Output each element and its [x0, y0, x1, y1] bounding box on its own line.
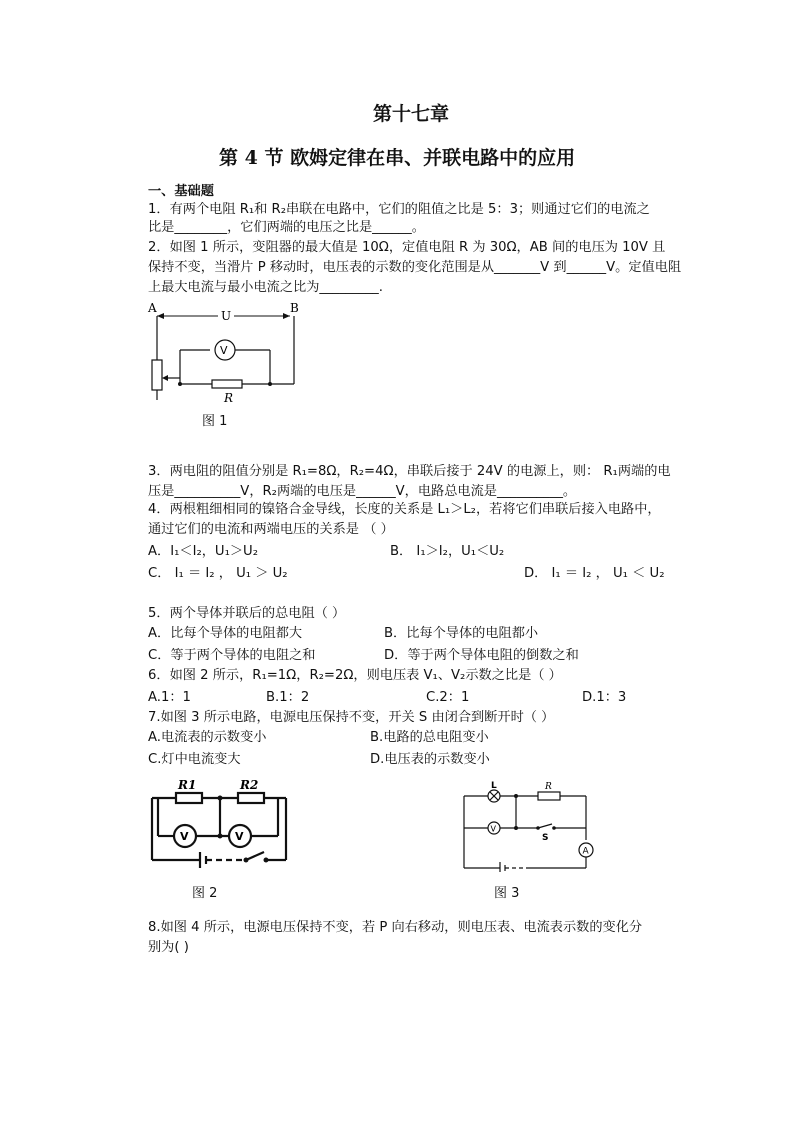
q4-line2: 通过它们的电流和两端电压的关系是 （ ） — [148, 522, 394, 537]
q4-option-c: C． I₁ ＝ I₂ ， U₁ ＞ U₂ — [148, 566, 288, 581]
q3-line1: 3．两电阻的阻值分别是 R₁=8Ω，R₂=4Ω，串联后接于 24V 的电源上，则： R₁两端的电 — [148, 464, 671, 479]
chapter-title: 第十七章 — [373, 103, 450, 125]
q2-line1: 2．如图 1 所示，变阻器的最大值是 10Ω，定值电阻 R 为 30Ω，AB 间的电压为 10V 且 — [148, 240, 666, 255]
q2-line3: 上最大电流与最小电流之比为_________. — [148, 280, 383, 295]
figure-2-caption: 图 2 — [192, 886, 218, 901]
figure-3-caption: 图 3 — [494, 886, 520, 901]
fig3-label-l: L — [491, 781, 497, 791]
fig3-label-r: R — [545, 782, 552, 792]
fig2-resistor-r1 — [176, 793, 202, 803]
q6-option-c: C.2：1 — [426, 690, 470, 705]
fig3-label-a: A — [582, 846, 589, 857]
figure-3-circuit — [458, 780, 598, 872]
q5-option-a: A．比每个导体的电阻都大 — [148, 626, 303, 641]
q7-option-a: A.电流表的示数变小 — [148, 730, 267, 745]
fig3-label-v: V — [490, 824, 496, 834]
q4-line1: 4．两根粗细相同的镍铬合金导线，长度的关系是 L₁＞L₂，若将它们串联后接入电路中， — [148, 502, 661, 517]
q1-line2: 比是________，它们两端的电压之比是______。 — [148, 220, 425, 235]
fig2-resistor-r2 — [238, 793, 264, 803]
q6-option-a: A.1：1 — [148, 690, 191, 705]
section-title: 第 4 节 欧姆定律在串、并联电路中的应用 — [219, 147, 576, 169]
q8-line1: 8.如图 4 所示，电源电压保持不变，若 P 向右移动，则电压表、电流表示数的变化分 — [148, 920, 643, 935]
q2-line2: 保持不变，当滑片 P 移动时，电压表的示数的变化范围是从_______V 到______V。定值电阻 — [148, 260, 682, 275]
fig2-label-v2: V — [235, 830, 244, 843]
fig3-label-s: S — [542, 833, 549, 843]
figure-1-circuit — [140, 300, 310, 410]
q5-option-b: B．比每个导体的电阻都小 — [384, 626, 539, 641]
q5-option-d: D．等于两个导体电阻的倒数之和 — [384, 648, 579, 663]
q4-option-b: B． I₁＞I₂，U₁＜U₂ — [390, 544, 505, 559]
fig3-resistor — [538, 792, 560, 800]
figure-2-circuit — [146, 778, 296, 868]
q6-option-b: B.1：2 — [266, 690, 310, 705]
q1-line1: 1．有两个电阻 R₁和 R₂串联在电路中，它们的阻值之比是 5：3；则通过它们的电流之 — [148, 202, 650, 217]
fig2-label-v1: V — [180, 830, 189, 843]
q7-stem: 7.如图 3 所示电路，电源电压保持不变，开关 S 由闭合到断开时（ ） — [148, 710, 555, 725]
q6-stem: 6．如图 2 所示，R₁=1Ω，R₂=2Ω，则电压表 V₁、V₂示数之比是（ ） — [148, 668, 562, 683]
q7-option-c: C.灯中电流变大 — [148, 752, 241, 767]
fig1-label-a: A — [148, 301, 157, 315]
q7-option-d: D.电压表的示数变小 — [370, 752, 490, 767]
q3-line2: 压是__________V，R₂两端的电压是______V，电路总电流是__________。 — [148, 484, 577, 499]
figure-1-caption: 图 1 — [202, 414, 228, 429]
fig2-label-r2: R2 — [240, 778, 259, 792]
q7-option-b: B.电路的总电阻变小 — [370, 730, 489, 745]
fig1-label-u: U — [221, 309, 232, 323]
q4-option-a: A．I₁＜I₂，U₁＞U₂ — [148, 544, 259, 559]
fig1-label-v: V — [220, 344, 228, 357]
part-heading: 一、基础题 — [148, 184, 214, 199]
q5-option-c: C．等于两个导体的电阻之和 — [148, 648, 316, 663]
q4-option-d: D． I₁ ＝ I₂ ， U₁ ＜ U₂ — [524, 566, 665, 581]
q6-option-d: D.1：3 — [582, 690, 627, 705]
fig2-label-r1: R1 — [178, 778, 197, 792]
fig1-label-r: R — [224, 391, 234, 405]
q8-line2: 别为( ) — [148, 940, 189, 955]
fig1-label-b: B — [290, 301, 299, 315]
q5-stem: 5．两个导体并联后的总电阻（ ） — [148, 606, 346, 621]
fig1-resistor — [212, 380, 242, 388]
